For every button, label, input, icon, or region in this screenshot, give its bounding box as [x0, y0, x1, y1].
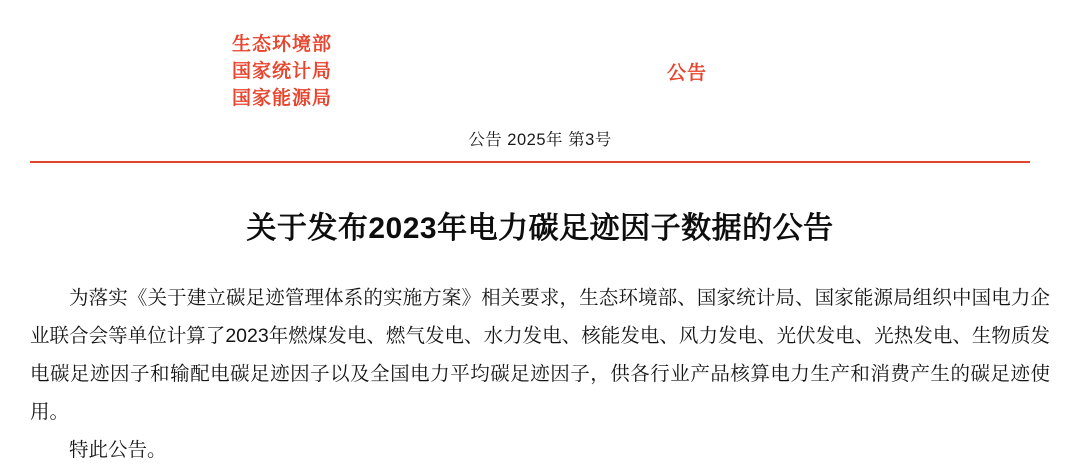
document-letterhead	[0, 0, 1080, 122]
closing-statement: 特此公告。	[69, 439, 167, 461]
agency-name-moee: 生态环境部	[232, 34, 333, 55]
document-title: 关于发布2023年电力碳足迹因子数据的公告	[246, 212, 834, 245]
issuing-agencies	[232, 31, 332, 112]
red-divider-rule	[30, 161, 1030, 163]
document-number: 公告 2025年 第3号	[468, 131, 612, 149]
body-paragraph: 为落实《关于建立碳足迹管理体系的实施方案》相关要求，生态环境部、国家统计局、国家能源局组织中国电力企业联合会等单位计算了2023年燃煤发电、燃气发电、水力发电、核能发电、风力发电、光伏发电、光热发电、生物质发电碳足迹因子和输配电碳足迹因子以及全国电力平均碳足迹因子，供各行业产品核算电力生产和消费产生的碳足迹使用。	[30, 287, 1050, 423]
notice-type-label: 公告	[667, 63, 708, 84]
document-body	[0, 279, 1080, 469]
agency-name-energy-admin: 国家能源局	[232, 88, 333, 109]
agency-name-stats-bureau: 国家统计局	[232, 61, 333, 82]
